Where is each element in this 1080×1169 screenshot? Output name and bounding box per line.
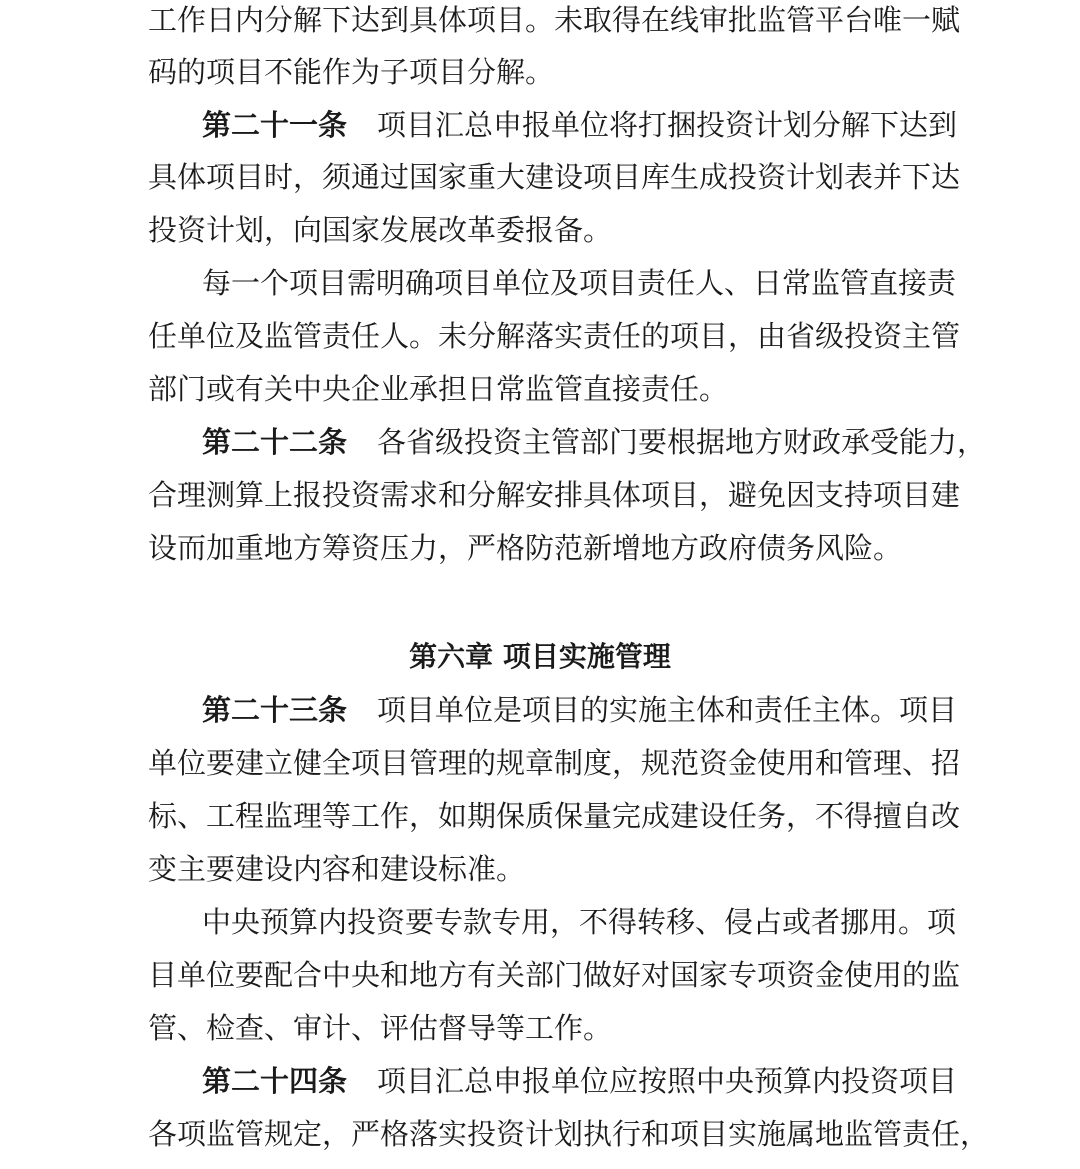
text-line: 工作日内分解下达到具体项目。未取得在线审批监管平台唯一赋	[148, 3, 961, 37]
text-line: 具体项目时，须通过国家重大建设项目库生成投资计划表并下达	[148, 160, 961, 194]
text-line: 任单位及监管责任人。未分解落实责任的项目，由省级投资主管	[148, 319, 961, 353]
text-line: 合理测算上报投资需求和分解安排具体项目，避免因支持项目建	[148, 478, 961, 512]
article-text: 项目单位是项目的实施主体和责任主体。项目	[377, 693, 958, 727]
article-text: 项目汇总申报单位将打捆投资计划分解下达到	[377, 108, 958, 142]
article-label: 第二十二条	[202, 425, 348, 459]
article-label: 第二十四条	[202, 1064, 348, 1098]
text-line: 码的项目不能作为子项目分解。	[148, 55, 555, 89]
article-text: 项目汇总申报单位应按照中央预算内投资项目	[377, 1064, 958, 1098]
text-line: 变主要建设内容和建设标准。	[148, 852, 526, 886]
article-24	[148, 1063, 958, 1116]
text-line: 部门或有关中央企业承担日常监管直接责任。	[148, 372, 729, 406]
text-line: 管、检查、审计、评估督导等工作。	[148, 1011, 613, 1045]
text-line: 中央预算内投资要专款专用，不得转移、侵占或者挪用。项	[202, 905, 957, 939]
article-23	[148, 692, 958, 745]
article-label: 第二十三条	[202, 693, 348, 727]
text-line: 单位要建立健全项目管理的规章制度，规范资金使用和管理、招	[148, 746, 961, 780]
article-label: 第二十一条	[202, 108, 348, 142]
text-line: 每一个项目需明确项目单位及项目责任人、日常监管直接责	[202, 266, 957, 300]
chapter-heading: 第六章 项目实施管理	[409, 640, 671, 673]
text-line: 标、工程监理等工作，如期保质保量完成建设任务，不得擅自改	[148, 799, 961, 833]
article-22	[148, 424, 987, 477]
text-line: 目单位要配合中央和地方有关部门做好对国家专项资金使用的监	[148, 958, 961, 992]
article-21	[148, 107, 958, 160]
text-line: 设而加重地方筹资压力，严格防范新增地方政府债务风险。	[148, 531, 903, 565]
text-line: 投资计划，向国家发展改革委报备。	[148, 213, 613, 247]
text-line: 各项监管规定，严格落实投资计划执行和项目实施属地监管责任，	[148, 1117, 990, 1151]
article-text: 各省级投资主管部门要根据地方财政承受能力，	[377, 425, 987, 459]
